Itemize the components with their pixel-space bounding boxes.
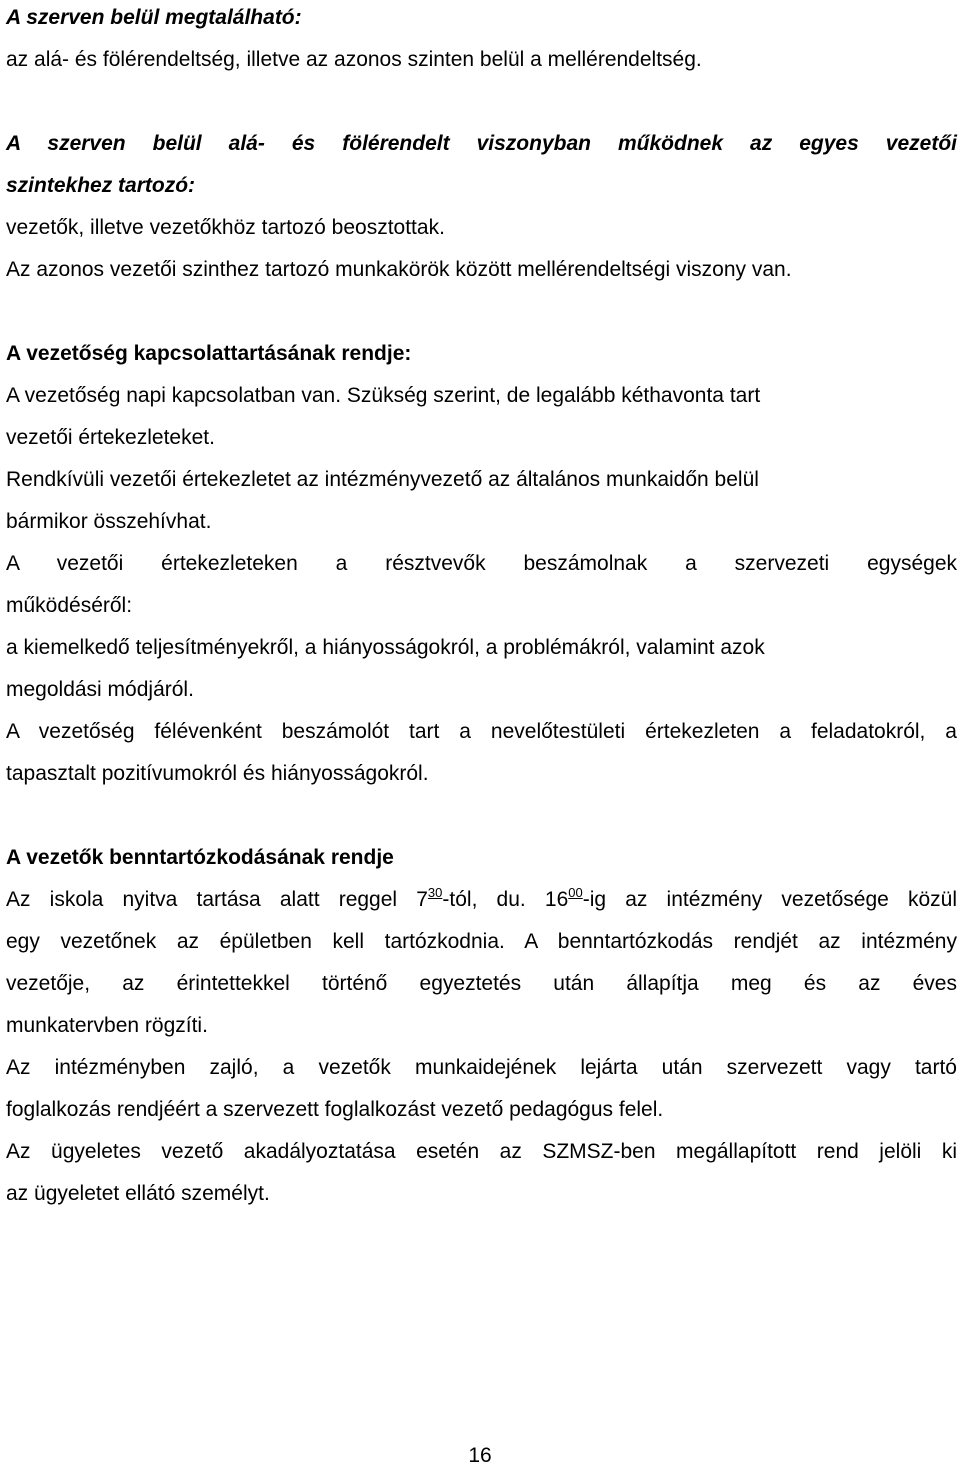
body-line: Az intézményben zajló, a vezetők munkaidejének lejárta után szervezett vagy tartó	[6, 1056, 957, 1079]
body-line: az alá- és fölérendeltség, illetve az azonos szinten belül a mellérendeltség.	[6, 48, 702, 71]
body-line: Az ügyeletes vezető akadályoztatása esetén az SZMSZ-ben megállapított rend jelöli ki	[6, 1140, 957, 1163]
body-line: vezetők, illetve vezetőkhöz tartozó beosztottak.	[6, 216, 445, 239]
body-line: vezetője, az érintettekkel történő egyeztetés után állapítja meg és az éves	[6, 972, 957, 995]
paragraph-gap	[6, 795, 957, 837]
section-heading-hierarchy-cont: szintekhez tartozó:	[6, 174, 196, 197]
section-heading-structure: A szerven belül megtalálható:	[6, 6, 302, 29]
page-number: 16	[468, 1444, 492, 1467]
body-line: Rendkívüli vezetői értekezletet az intézményvezető az általános munkaidőn belül	[6, 468, 759, 491]
body-line: működéséről:	[6, 594, 133, 617]
body-line: A vezetői értekezleteken a résztvevők beszámolnak a szervezeti egységek	[6, 552, 957, 575]
body-line: vezetői értekezleteket.	[6, 426, 215, 449]
section-heading-presence: A vezetők benntartózkodásának rendje	[6, 846, 394, 869]
body-line: a kiemelkedő teljesítményekről, a hiányosságokról, a problémákról, valamint azok	[6, 636, 765, 659]
body-line: munkatervben rögzíti.	[6, 1014, 208, 1037]
superscript-minutes: 00	[568, 885, 583, 900]
document-page	[6, 0, 957, 1215]
text-fragment: Az iskola nyitva tartása alatt reggel 7	[6, 888, 428, 911]
body-line: tapasztalt pozitívumokról és hiányosságokról.	[6, 762, 429, 785]
body-line: A vezetőség félévenként beszámolót tart a nevelőtestületi értekezleten a feladatokról, a	[6, 720, 957, 743]
text-fragment: -tól, du. 16	[442, 888, 569, 911]
body-line: az ügyeletet ellátó személyt.	[6, 1182, 270, 1205]
superscript-minutes: 30	[427, 885, 443, 900]
section-heading-contact: A vezetőség kapcsolattartásának rendje:	[6, 342, 412, 365]
paragraph-gap	[6, 291, 957, 333]
body-line: megoldási módjáról.	[6, 678, 194, 701]
body-line: bármikor összehívhat.	[6, 510, 212, 533]
section-heading-hierarchy: A szerven belül alá- és fölérendelt viszonyban működnek az egyes vezetői	[6, 132, 957, 155]
body-line: Az azonos vezetői szinthez tartozó munkakörök között mellérendeltségi viszony van.	[6, 258, 792, 281]
body-line: foglalkozás rendjéért a szervezett foglalkozást vezető pedagógus felel.	[6, 1098, 664, 1121]
body-line: egy vezetőnek az épületben kell tartózkodnia. A benntartózkodás rendjét az intézmény	[6, 930, 957, 953]
body-line: A vezetőség napi kapcsolatban van. Szükség szerint, de legalább kéthavonta tart	[6, 384, 761, 407]
text-fragment: -ig az intézmény vezetősége közül	[582, 888, 958, 911]
paragraph-gap	[6, 81, 957, 123]
body-line-with-times	[6, 879, 957, 921]
